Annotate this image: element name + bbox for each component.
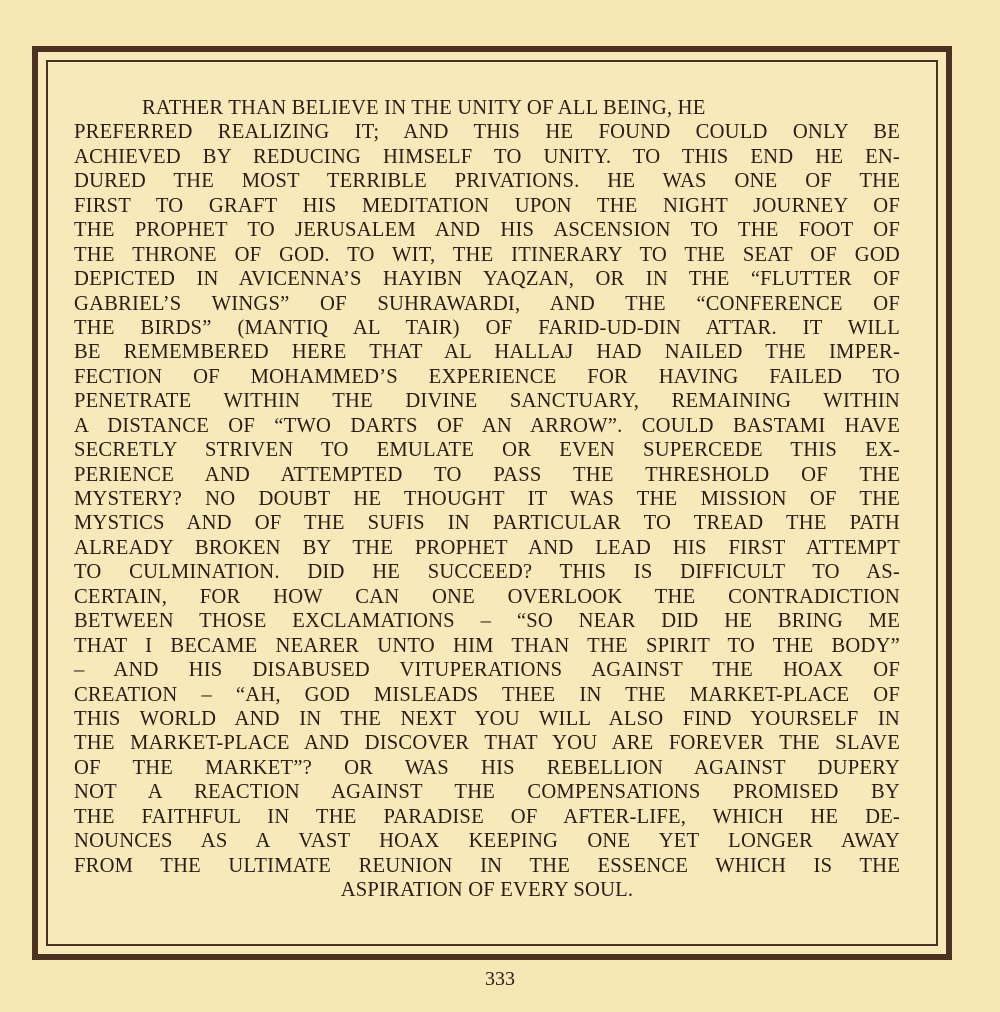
text-line: CERTAIN, FOR HOW CAN ONE OVERLOOK THE CONTRADICTION [74,585,900,608]
page-number: 333 [485,968,515,990]
text-line: RATHER THAN BELIEVE IN THE UNITY OF ALL BEING, HE [142,97,706,119]
text-line: – AND HIS DISABUSED VITUPERATIONS AGAINST THE HOAX OF [74,659,900,682]
text-line: ACHIEVED BY REDUCING HIMSELF TO UNITY. TO THIS END HE EN- [74,145,900,168]
text-line: THE BIRDS” (MANTIQ AL TAIR) OF FARID-UD-DIN ATTAR. IT WILL [74,316,900,339]
text-line: THE PROPHET TO JERUSALEM AND HIS ASCENSION TO THE FOOT OF [74,219,900,242]
text-line: OF THE MARKET”? OR WAS HIS REBELLION AGAINST DUPERY [74,756,900,779]
text-line: NOT A REACTION AGAINST THE COMPENSATIONS PROMISED BY [74,781,900,804]
text-line: MYSTICS AND OF THE SUFIS IN PARTICULAR TO TREAD THE PATH [74,512,900,535]
text-line-last: ASPIRATION OF EVERY SOUL. [340,879,634,901]
text-line: THE THRONE OF GOD. TO WIT, THE ITINERARY TO THE SEAT OF GOD [74,243,900,266]
text-line: ALREADY BROKEN BY THE PROPHET AND LEAD HIS FIRST ATTEMPT [74,536,900,559]
text-line: FECTION OF MOHAMMED’S EXPERIENCE FOR HAVING FAILED TO [74,365,900,388]
text-line: NOUNCES AS A VAST HOAX KEEPING ONE YET LONGER AWAY [74,830,900,853]
text-line: PENETRATE WITHIN THE DIVINE SANCTUARY, REMAINING WITHIN [74,390,900,413]
text-line: MYSTERY? NO DOUBT HE THOUGHT IT WAS THE MISSION OF THE [74,488,900,510]
text-line: TO CULMINATION. DID HE SUCCEED? THIS IS DIFFICULT TO AS- [74,561,900,584]
text-line: PREFERRED REALIZING IT; AND THIS HE FOUND COULD ONLY BE [74,121,900,144]
text-line: THE FAITHFUL IN THE PARADISE OF AFTER-LIFE, WHICH HE DE- [74,805,900,828]
text-line: FIRST TO GRAFT HIS MEDITATION UPON THE NIGHT JOURNEY OF [74,194,900,217]
text-line: BETWEEN THOSE EXCLAMATIONS – “SO NEAR DID HE BRING ME [74,610,900,633]
text-line: FROM THE ULTIMATE REUNION IN THE ESSENCE WHICH IS THE [74,854,900,877]
text-line: CREATION – “AH, GOD MISLEADS THEE IN THE MARKET-PLACE OF [74,683,900,706]
text-line: BE REMEMBERED HERE THAT AL HALLAJ HAD NAILED THE IMPER- [74,341,900,364]
text-line: A DISTANCE OF “TWO DARTS OF AN ARROW”. COULD BASTAMI HAVE [74,414,900,437]
text-line: GABRIEL’S WINGS” OF SUHRAWARDI, AND THE “CONFERENCE OF [74,292,900,315]
text-line: THIS WORLD AND IN THE NEXT YOU WILL ALSO FIND YOURSELF IN [74,707,900,730]
text-line: DURED THE MOST TERRIBLE PRIVATIONS. HE WAS ONE OF THE [74,170,900,193]
text-line: THE MARKET-PLACE AND DISCOVER THAT YOU ARE FOREVER THE SLAVE [74,732,900,755]
text-line: THAT I BECAME NEARER UNTO HIM THAN THE SPIRIT TO THE BODY” [74,634,900,657]
body-paragraph [74,96,900,902]
text-line: DEPICTED IN AVICENNA’S HAYIBN YAQZAN, OR IN THE “FLUTTER OF [74,268,900,291]
text-line: PERIENCE AND ATTEMPTED TO PASS THE THRESHOLD OF THE [74,463,900,486]
text-line: SECRETLY STRIVEN TO EMULATE OR EVEN SUPERCEDE THIS EX- [74,439,900,462]
